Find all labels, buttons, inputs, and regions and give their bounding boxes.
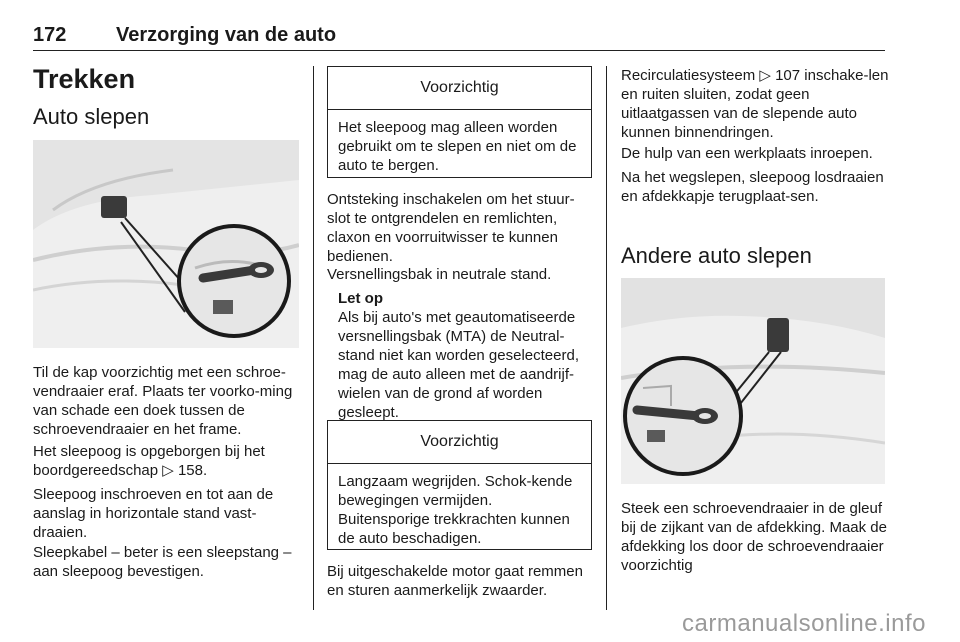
paragraph: Ontsteking inschakelen om het stuur-slot te ontgrendelen en remlichten, claxon en voorruitwisser te kunnen bedienen. [327, 191, 575, 265]
paragraph: Til de kap voorzichtig met een schroe-vendraaier eraf. Plaats ter voorko-ming van schade een doek tussen de schroevendraaier en het frame. [33, 364, 293, 438]
paragraph: Na het wegslepen, sleepoog losdraaien en afdekkapje terugplaat-sen. [621, 169, 884, 205]
caution-title: Voorzichtig [328, 67, 591, 110]
section-heading: Trekken [33, 64, 136, 94]
caution-text: Langzaam wegrijden. Schok-kende bewegingen vermijden. Buitensporige trekkrachten kunnen de auto beschadigen. [338, 473, 573, 547]
page-number: 172 [33, 24, 67, 46]
caution-box [327, 66, 592, 178]
note-text: Als bij auto's met geautomatiseerde versnellingsbak (MTA) de Neutral-stand niet kan worden geselecteerd, mag de auto alleen met de aandrijf-wielen van de grond af worden gesleept. [338, 309, 579, 421]
caution-box [327, 420, 592, 550]
subsection-heading: Andere auto slepen [621, 243, 812, 268]
paragraph: Steek een schroevendraaier in de gleuf bij de zijkant van de afdekking. Maak de afdekking los door de schroevendraaier voorzichtig [621, 500, 887, 574]
paragraph: Versnellingsbak in neutrale stand. [327, 266, 552, 283]
paragraph: Sleepoog inschroeven en tot aan de aanslag in horizontale stand vast-draaien. [33, 486, 274, 541]
paragraph: De hulp van een werkplaats inroepen. [621, 145, 873, 162]
caution-text: Het sleepoog mag alleen worden gebruikt om te slepen en niet om de auto te bergen. [338, 119, 577, 174]
paragraph: Sleepkabel – beter is een sleepstang – aan sleepoog bevestigen. [33, 544, 292, 580]
towing-eye-front-illustration [33, 140, 299, 348]
paragraph: Het sleepoog is opgeborgen bij het boordgereedschap ▷ 158. [33, 443, 265, 479]
page-header [33, 22, 885, 51]
watermark: carmanualsonline.info [682, 610, 926, 637]
subsection-heading: Auto slepen [33, 104, 150, 129]
chapter-title: Verzorging van de auto [116, 24, 337, 46]
note-title: Let op [338, 290, 383, 307]
column-divider [313, 66, 314, 610]
paragraph: Recirculatiesysteem ▷ 107 inschake-len en ruiten sluiten, zodat geen uitlaatgassen van de slepende auto kunnen binnendringen. [621, 67, 889, 141]
column-divider [606, 66, 607, 610]
paragraph: Bij uitgeschakelde motor gaat remmen en sturen aanmerkelijk zwaarder. [327, 563, 583, 599]
caution-title: Voorzichtig [328, 421, 591, 464]
towing-eye-rear-illustration [621, 278, 885, 484]
